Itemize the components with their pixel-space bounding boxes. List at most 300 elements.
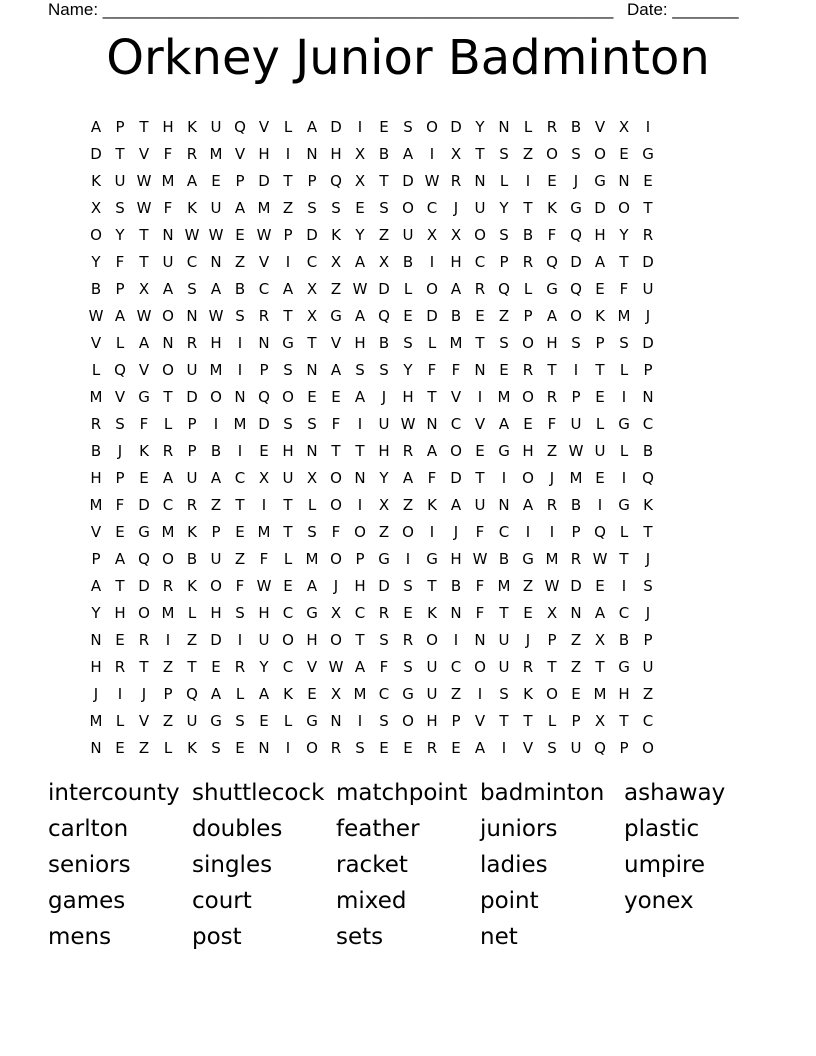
grid-letter: O	[546, 684, 558, 703]
grid-letter: O	[402, 711, 414, 730]
grid-letter: G	[522, 549, 534, 568]
grid-letter: I	[429, 252, 435, 271]
word-list-item: court	[192, 888, 252, 914]
grid-letter: O	[594, 144, 606, 163]
grid-letter: P	[211, 522, 221, 541]
grid-letter: U	[282, 468, 294, 487]
grid-letter: V	[330, 333, 342, 352]
grid-letter: T	[643, 522, 653, 541]
grid-letter: U	[378, 414, 390, 433]
word-list-item: ashaway	[624, 780, 726, 806]
grid-letter: Z	[378, 225, 390, 244]
grid-letter: U	[498, 630, 510, 649]
grid-letter: B	[450, 576, 462, 595]
grid-letter: L	[91, 360, 101, 379]
word-list-item: games	[48, 888, 126, 914]
grid-letter: O	[330, 468, 342, 487]
grid-letter: D	[570, 576, 582, 595]
grid-letter: F	[235, 576, 245, 595]
grid-letter: U	[426, 657, 438, 676]
grid-letter: L	[163, 738, 173, 757]
grid-letter: I	[621, 576, 627, 595]
grid-letter: E	[523, 414, 533, 433]
grid-letter: N	[498, 495, 510, 514]
grid-letter: W	[136, 306, 152, 325]
grid-letter: I	[357, 117, 363, 136]
grid-row	[84, 329, 660, 356]
grid-letter: X	[258, 468, 270, 487]
grid-letter: S	[643, 576, 653, 595]
grid-letter: D	[594, 198, 606, 217]
grid-letter: J	[645, 549, 651, 568]
grid-letter: S	[187, 279, 197, 298]
grid-letter: U	[186, 468, 198, 487]
grid-letter: T	[643, 198, 653, 217]
grid-letter: R	[186, 144, 198, 163]
grid-row	[84, 194, 660, 221]
grid-letter: O	[426, 279, 438, 298]
grid-letter: M	[161, 603, 175, 622]
grid-letter: I	[285, 738, 291, 757]
grid-letter: R	[258, 306, 270, 325]
grid-letter: A	[426, 441, 438, 460]
grid-letter: X	[90, 198, 102, 217]
grid-letter: Y	[355, 225, 365, 244]
grid-letter: X	[354, 144, 366, 163]
grid-letter: J	[549, 468, 555, 487]
grid-letter: O	[402, 198, 414, 217]
grid-letter: E	[595, 576, 605, 595]
grid-letter: M	[209, 144, 223, 163]
grid-letter: R	[186, 495, 198, 514]
grid-letter: T	[475, 333, 485, 352]
grid-letter: U	[402, 225, 414, 244]
grid-letter: T	[499, 603, 509, 622]
grid-letter: O	[426, 117, 438, 136]
grid-letter: U	[114, 171, 126, 190]
grid-letter: L	[523, 279, 533, 298]
grid-row	[84, 680, 660, 707]
grid-letter: O	[210, 576, 222, 595]
grid-letter: Z	[642, 684, 654, 703]
grid-letter: E	[211, 171, 221, 190]
grid-letter: J	[573, 171, 579, 190]
grid-letter: F	[547, 414, 557, 433]
grid-letter: N	[306, 360, 318, 379]
grid-letter: E	[499, 360, 509, 379]
grid-letter: N	[210, 252, 222, 271]
grid-letter: R	[570, 549, 582, 568]
grid-letter: L	[619, 441, 629, 460]
grid-letter: S	[499, 684, 509, 703]
grid-letter: F	[379, 657, 389, 676]
grid-letter: C	[282, 657, 294, 676]
grid-letter: M	[257, 522, 271, 541]
grid-letter: U	[594, 441, 606, 460]
grid-letter: A	[474, 738, 486, 757]
grid-letter: N	[474, 171, 486, 190]
grid-letter: G	[210, 711, 222, 730]
grid-letter: X	[330, 684, 342, 703]
grid-letter: M	[545, 549, 559, 568]
grid-letter: G	[378, 549, 390, 568]
grid-letter: C	[450, 414, 462, 433]
grid-letter: N	[162, 225, 174, 244]
grid-letter: H	[90, 657, 102, 676]
grid-letter: G	[402, 684, 414, 703]
grid-letter: I	[237, 441, 243, 460]
grid-letter: O	[450, 441, 462, 460]
grid-letter: W	[208, 306, 224, 325]
grid-letter: U	[642, 657, 654, 676]
grid-letter: A	[90, 117, 102, 136]
grid-letter: P	[451, 711, 461, 730]
grid-letter: H	[522, 441, 534, 460]
word-list-item: carlton	[48, 816, 129, 842]
grid-letter: T	[163, 387, 173, 406]
grid-letter: Q	[186, 684, 198, 703]
grid-letter: F	[475, 522, 485, 541]
grid-letter: F	[427, 360, 437, 379]
grid-letter: O	[354, 522, 366, 541]
grid-letter: N	[474, 630, 486, 649]
grid-letter: I	[117, 684, 123, 703]
grid-letter: K	[331, 225, 341, 244]
grid-letter: I	[285, 144, 291, 163]
grid-letter: V	[474, 414, 486, 433]
grid-letter: X	[354, 171, 366, 190]
grid-letter: R	[474, 279, 486, 298]
grid-letter: E	[283, 576, 293, 595]
grid-letter: O	[330, 495, 342, 514]
grid-letter: E	[475, 441, 485, 460]
grid-row	[84, 599, 660, 626]
grid-letter: S	[499, 225, 509, 244]
grid-letter: K	[187, 198, 197, 217]
grid-letter: V	[258, 252, 270, 271]
grid-letter: K	[139, 441, 149, 460]
grid-letter: I	[645, 117, 651, 136]
grid-letter: S	[379, 360, 389, 379]
grid-letter: T	[547, 657, 557, 676]
grid-letter: R	[162, 576, 174, 595]
name-field-label: Name: ______________________________________________________	[48, 0, 614, 19]
grid-letter: E	[403, 738, 413, 757]
grid-letter: P	[187, 441, 197, 460]
grid-letter: W	[88, 306, 104, 325]
grid-letter: V	[450, 387, 462, 406]
grid-letter: O	[426, 630, 438, 649]
word-list-item: juniors	[480, 816, 558, 842]
grid-letter: G	[306, 603, 318, 622]
grid-letter: I	[357, 495, 363, 514]
grid-letter: O	[522, 387, 534, 406]
grid-letter: K	[595, 306, 605, 325]
word-list-item: mens	[48, 924, 112, 950]
grid-letter: A	[522, 495, 534, 514]
grid-letter: X	[594, 630, 606, 649]
grid-letter: Z	[402, 495, 414, 514]
grid-letter: V	[90, 522, 102, 541]
word-list-item: mixed	[336, 888, 407, 914]
grid-letter: B	[522, 225, 534, 244]
grid-letter: Y	[115, 225, 125, 244]
grid-letter: Y	[403, 360, 413, 379]
grid-letter: T	[547, 360, 557, 379]
grid-letter: M	[161, 522, 175, 541]
grid-letter: N	[258, 738, 270, 757]
grid-letter: O	[618, 198, 630, 217]
grid-letter: T	[139, 657, 149, 676]
grid-letter: A	[114, 549, 126, 568]
grid-letter: Z	[186, 630, 198, 649]
grid-letter: V	[522, 738, 534, 757]
word-list-item: umpire	[624, 852, 706, 878]
grid-letter: P	[235, 171, 245, 190]
grid-letter: F	[475, 576, 485, 595]
grid-letter: T	[307, 333, 317, 352]
grid-row	[84, 275, 660, 302]
grid-row	[84, 410, 660, 437]
word-list	[48, 780, 768, 960]
grid-letter: E	[259, 441, 269, 460]
grid-letter: V	[258, 117, 270, 136]
grid-letter: J	[645, 603, 651, 622]
grid-letter: U	[210, 198, 222, 217]
grid-letter: I	[237, 360, 243, 379]
grid-letter: V	[306, 657, 318, 676]
grid-letter: R	[426, 738, 438, 757]
grid-letter: U	[474, 495, 486, 514]
grid-letter: I	[285, 252, 291, 271]
grid-letter: Y	[259, 657, 269, 676]
grid-letter: L	[115, 711, 125, 730]
grid-letter: C	[642, 711, 654, 730]
grid-letter: O	[474, 657, 486, 676]
grid-letter: S	[235, 603, 245, 622]
grid-letter: E	[379, 738, 389, 757]
grid-letter: E	[115, 738, 125, 757]
grid-letter: D	[642, 252, 654, 271]
grid-letter: Z	[570, 657, 582, 676]
grid-letter: F	[115, 495, 125, 514]
grid-letter: B	[570, 117, 582, 136]
grid-letter: H	[354, 333, 366, 352]
grid-letter: R	[546, 495, 558, 514]
grid-row	[84, 572, 660, 599]
grid-letter: H	[450, 549, 462, 568]
grid-letter: T	[115, 576, 125, 595]
grid-letter: S	[307, 414, 317, 433]
grid-letter: S	[403, 657, 413, 676]
grid-letter: H	[450, 252, 462, 271]
grid-letter: I	[597, 495, 603, 514]
grid-row	[84, 491, 660, 518]
grid-letter: S	[115, 198, 125, 217]
grid-letter: G	[642, 144, 654, 163]
grid-letter: O	[642, 738, 654, 757]
grid-letter: Q	[258, 387, 270, 406]
grid-letter: O	[90, 225, 102, 244]
grid-letter: M	[89, 387, 103, 406]
grid-letter: L	[523, 117, 533, 136]
grid-letter: E	[451, 738, 461, 757]
grid-letter: E	[115, 630, 125, 649]
grid-letter: N	[306, 441, 318, 460]
grid-letter: D	[90, 144, 102, 163]
grid-letter: M	[593, 684, 607, 703]
grid-letter: F	[259, 549, 269, 568]
grid-letter: S	[355, 360, 365, 379]
grid-letter: S	[571, 333, 581, 352]
grid-letter: P	[643, 630, 653, 649]
grid-letter: J	[525, 630, 531, 649]
grid-letter: X	[450, 225, 462, 244]
grid-letter: Y	[499, 198, 509, 217]
grid-letter: M	[305, 549, 319, 568]
grid-letter: A	[186, 171, 198, 190]
grid-letter: X	[138, 279, 150, 298]
grid-letter: I	[501, 738, 507, 757]
grid-letter: I	[621, 387, 627, 406]
grid-letter: P	[619, 738, 629, 757]
grid-letter: G	[618, 657, 630, 676]
grid-letter: D	[210, 630, 222, 649]
grid-letter: A	[162, 279, 174, 298]
grid-letter: R	[546, 387, 558, 406]
grid-letter: M	[449, 333, 463, 352]
grid-letter: K	[547, 198, 557, 217]
grid-letter: N	[570, 603, 582, 622]
grid-letter: C	[234, 468, 246, 487]
grid-letter: T	[475, 144, 485, 163]
grid-letter: B	[378, 144, 390, 163]
grid-letter: C	[450, 657, 462, 676]
word-list-item: singles	[192, 852, 273, 878]
grid-letter: V	[594, 117, 606, 136]
grid-letter: U	[210, 549, 222, 568]
word-list-item: plastic	[624, 816, 700, 842]
grid-letter: E	[403, 603, 413, 622]
grid-letter: P	[643, 360, 653, 379]
grid-letter: A	[90, 576, 102, 595]
grid-letter: A	[354, 387, 366, 406]
grid-row	[84, 113, 660, 140]
grid-letter: V	[138, 144, 150, 163]
grid-letter: V	[90, 333, 102, 352]
grid-letter: S	[403, 117, 413, 136]
grid-letter: A	[594, 603, 606, 622]
grid-letter: X	[330, 603, 342, 622]
grid-letter: A	[306, 576, 318, 595]
grid-letter: I	[237, 333, 243, 352]
grid-letter: P	[547, 630, 557, 649]
grid-letter: G	[426, 549, 438, 568]
grid-letter: N	[234, 387, 246, 406]
grid-row	[84, 167, 660, 194]
grid-letter: Z	[378, 522, 390, 541]
grid-letter: B	[90, 441, 102, 460]
grid-letter: R	[402, 630, 414, 649]
grid-letter: R	[234, 657, 246, 676]
grid-letter: E	[595, 387, 605, 406]
word-list-item: racket	[336, 852, 408, 878]
grid-letter: T	[619, 252, 629, 271]
grid-letter: E	[211, 657, 221, 676]
grid-letter: A	[258, 684, 270, 703]
grid-letter: W	[424, 171, 440, 190]
grid-letter: K	[91, 171, 101, 190]
grid-letter: E	[307, 684, 317, 703]
grid-letter: F	[451, 360, 461, 379]
grid-letter: H	[378, 441, 390, 460]
grid-letter: Q	[498, 279, 510, 298]
grid-letter: V	[138, 360, 150, 379]
grid-letter: X	[594, 711, 606, 730]
grid-letter: X	[618, 117, 630, 136]
grid-letter: I	[237, 630, 243, 649]
grid-letter: O	[522, 333, 534, 352]
grid-letter: X	[378, 495, 390, 514]
grid-letter: G	[306, 711, 318, 730]
grid-letter: E	[235, 738, 245, 757]
grid-letter: E	[595, 468, 605, 487]
grid-row	[84, 464, 660, 491]
grid-letter: F	[547, 225, 557, 244]
grid-letter: I	[213, 414, 219, 433]
grid-letter: W	[184, 225, 200, 244]
grid-letter: U	[642, 279, 654, 298]
grid-letter: F	[619, 279, 629, 298]
grid-letter: P	[115, 468, 125, 487]
grid-letter: L	[163, 414, 173, 433]
grid-letter: I	[477, 684, 483, 703]
grid-letter: M	[89, 711, 103, 730]
grid-letter: M	[161, 171, 175, 190]
grid-letter: O	[330, 549, 342, 568]
grid-letter: P	[283, 225, 293, 244]
grid-letter: E	[115, 522, 125, 541]
grid-letter: M	[89, 495, 103, 514]
grid-letter: A	[138, 333, 150, 352]
grid-letter: K	[523, 684, 533, 703]
grid-letter: D	[186, 387, 198, 406]
grid-row	[84, 302, 660, 329]
grid-letter: C	[282, 603, 294, 622]
grid-letter: P	[91, 549, 101, 568]
grid-letter: A	[234, 198, 246, 217]
grid-letter: I	[165, 630, 171, 649]
grid-letter: X	[330, 252, 342, 271]
grid-letter: S	[355, 738, 365, 757]
grid-letter: B	[90, 279, 102, 298]
grid-letter: R	[90, 414, 102, 433]
grid-letter: P	[163, 684, 173, 703]
grid-letter: X	[306, 306, 318, 325]
grid-letter: D	[570, 252, 582, 271]
grid-letter: K	[187, 576, 197, 595]
grid-letter: S	[307, 198, 317, 217]
grid-letter: O	[474, 225, 486, 244]
grid-letter: Y	[91, 603, 101, 622]
grid-letter: E	[571, 684, 581, 703]
grid-letter: H	[546, 333, 558, 352]
grid-letter: A	[210, 684, 222, 703]
grid-letter: B	[186, 549, 198, 568]
grid-letter: L	[115, 333, 125, 352]
word-list-item: point	[480, 888, 539, 914]
grid-letter: J	[381, 387, 387, 406]
